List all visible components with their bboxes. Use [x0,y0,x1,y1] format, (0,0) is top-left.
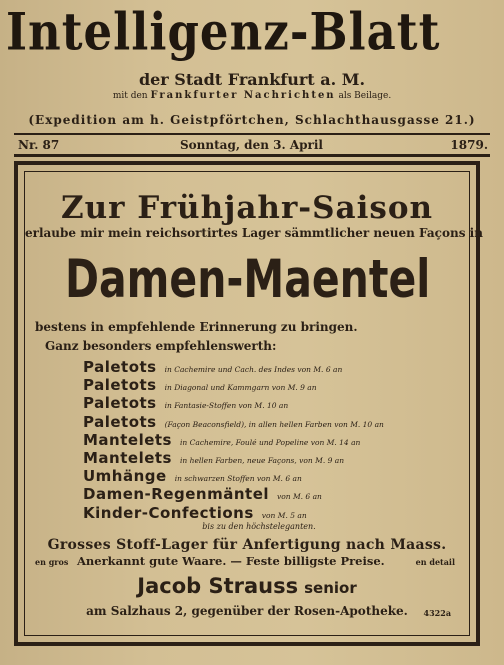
advertisement-inner [24,171,483,636]
ad-intro: erlaube mir mein reichsortirtes Lager sämmtlicher neuen Façons in [25,226,483,240]
expedition-address: (Expedition am h. Geistpförtchen, Schlachthausgasse 21.) [28,113,476,127]
dateline [18,138,488,154]
list-item [83,413,463,431]
ad-besonders: Ganz besonders empfehlenswerth: [45,339,277,353]
list-item [83,358,463,376]
item-name: Paletots [83,358,157,376]
masthead-subtitle: der Stadt Frankfurt a. M. [138,70,366,89]
list-item [83,467,463,485]
item-desc: in Fantasie-Stoffen von M. 10 an [164,401,289,411]
top-rule [14,133,490,135]
ad-stoff-lager: Grosses Stoff-Lager für Anfertigung nach Maass. [47,537,447,553]
list-item [83,449,463,467]
ad-upto: bis zu den höchsteleganten. [202,522,316,531]
merchant-name [25,574,469,598]
item-desc: in schwarzen Stoffen von M. 6 an [174,474,302,484]
item-desc: von M. 6 an [277,492,322,502]
en-detail: en detail [415,557,455,567]
ad-terms-line [35,554,455,570]
item-desc: von M. 5 an [261,510,307,520]
item-name: Mantelets [83,430,172,449]
en-gros: en gros [35,557,69,567]
item-name: Paletots [83,376,157,395]
masthead-title: Intelligenz-Blatt [6,1,441,63]
item-desc: in hellen Farben, neue Façons, von M. 9 an [180,455,345,465]
list-item [83,431,463,449]
merchant-senior: senior [304,579,357,597]
advertisement-frame [14,161,483,646]
ad-headline: Zur Frühjahr-Saison [60,190,434,226]
item-desc: in Cachemire, Foulé und Popeline von M. 14 an [180,437,361,447]
list-item [83,504,463,522]
item-name: Mantelets [83,448,172,467]
ad-reference-number: 4322a [423,608,451,618]
list-item [83,485,463,503]
list-item [83,376,463,394]
issue-number: Nr. 87 [18,138,60,152]
bottom-rule [14,154,490,157]
list-item [83,394,463,412]
item-name: Paletots [83,412,157,431]
item-desc: in Diagonal und Kammgarn von M. 9 an [164,383,317,393]
item-list [83,358,463,522]
item-name: Umhänge [83,467,167,486]
item-name: Kinder-Confections [83,503,254,522]
subline-paper-name: Frankfurter Nachrichten [150,90,336,101]
subline-post: als Beilage. [338,91,392,101]
item-desc: (Façon Beaconsfield), in allen hellen Farben von M. 10 an [164,419,384,429]
merchant-address: am Salzhaus 2, gegenüber der Rosen-Apotheke. [86,604,408,618]
ad-terms: Anerkannt gute Waare. — Feste billigste Preise. [77,554,385,568]
item-desc: in Cachemire und Cach. des Indes von M. 6 an [164,365,343,374]
masthead-subline [0,90,504,101]
item-name: Damen-Regenmäntel [83,485,270,504]
issue-date: Sonntag, den 3. April [180,138,323,152]
subline-pre: mit den [112,91,148,101]
ad-product: Damen-Maentel [64,248,431,310]
ad-recommend: bestens in empfehlende Erinnerung zu bringen. [35,320,358,334]
merchant: Jacob Strauss [137,574,299,598]
issue-year: 1879. [450,138,488,152]
item-name: Paletots [83,394,157,413]
